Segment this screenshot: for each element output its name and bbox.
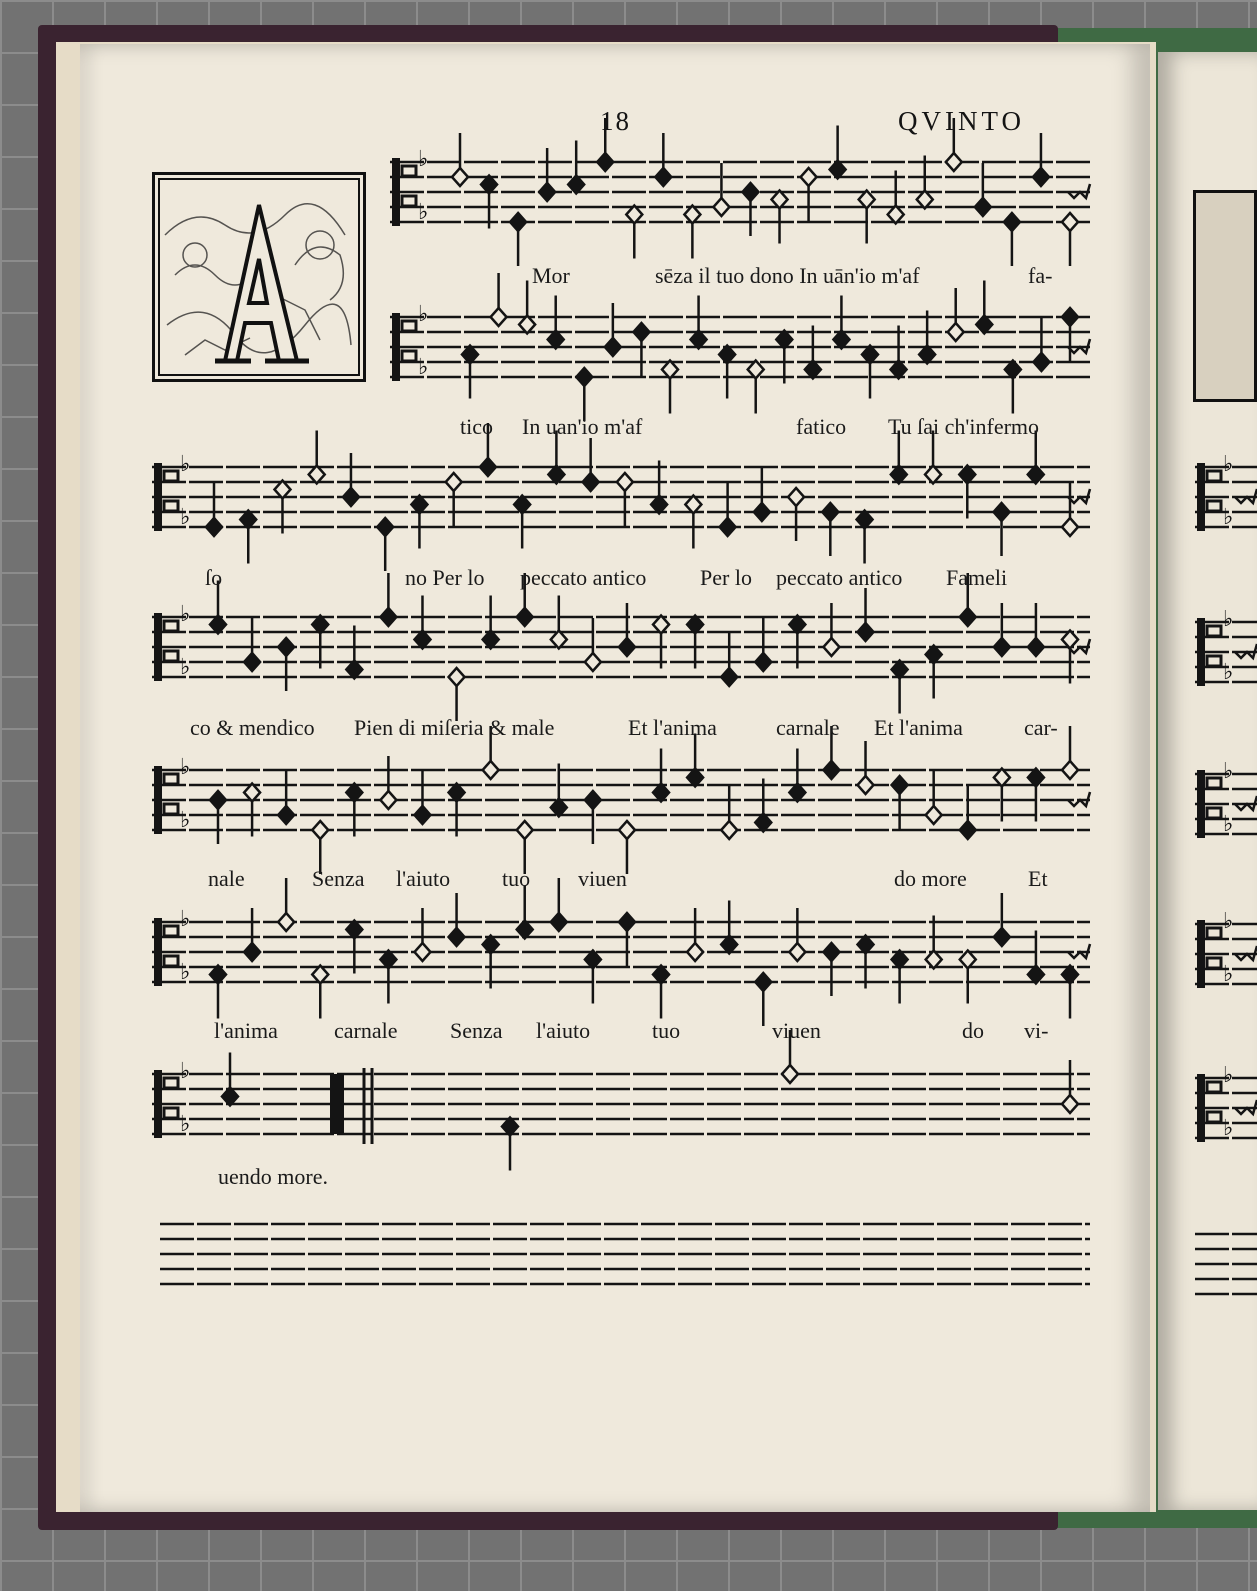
note-head <box>312 966 328 984</box>
lyric-syllable: Senza <box>312 866 365 891</box>
clef <box>1207 958 1221 968</box>
note-head <box>514 496 530 514</box>
note-head <box>517 608 533 626</box>
note-head <box>585 791 601 809</box>
lyric-syllable: Pien di miſeria & male <box>354 715 555 740</box>
note-head <box>583 473 599 491</box>
woodcut-initial <box>152 172 366 382</box>
note-head <box>240 511 256 529</box>
note-head <box>1028 966 1044 984</box>
note-head <box>278 638 294 656</box>
facing-staff <box>1195 1066 1257 1146</box>
lyric-syllable: co & mendico <box>190 715 315 740</box>
note-head <box>1062 308 1078 326</box>
staff-system-4 <box>152 602 1090 697</box>
note-head <box>585 951 601 969</box>
note-head <box>1028 638 1044 656</box>
note-head <box>1062 966 1078 984</box>
flat-sign: ♭ <box>1223 812 1234 837</box>
note-head <box>619 638 635 656</box>
lyric-syllable: do more <box>894 866 967 891</box>
note-head <box>377 518 393 536</box>
flat-sign: ♭ <box>1223 660 1234 685</box>
flat-sign: ♭ <box>180 1059 191 1084</box>
note-head <box>655 168 671 186</box>
note-head <box>926 806 942 824</box>
note-head <box>822 503 838 521</box>
note-head <box>858 623 874 641</box>
note-head <box>926 951 942 969</box>
note-head <box>517 821 533 839</box>
note-head <box>960 821 976 839</box>
note-head <box>789 784 805 802</box>
note-head <box>858 936 874 954</box>
flat-sign: ♭ <box>180 808 191 833</box>
flat-sign: ♭ <box>1223 762 1234 784</box>
clef <box>164 956 178 966</box>
note-head <box>346 661 362 679</box>
staff-system-5 <box>152 755 1090 850</box>
note-head <box>755 653 771 671</box>
note-head <box>462 346 478 364</box>
clef <box>1207 1112 1221 1122</box>
clef <box>1207 501 1221 511</box>
staff-system-2 <box>390 302 1090 397</box>
empty-staff <box>160 1212 1090 1304</box>
note-head <box>823 761 839 779</box>
lyric-syllable: nale <box>208 866 245 891</box>
lyric-syllable: fatico <box>796 414 847 439</box>
clef <box>1207 656 1221 666</box>
note-head <box>720 518 736 536</box>
note-head <box>801 168 817 186</box>
clef <box>1197 618 1205 686</box>
note-head <box>857 511 873 529</box>
note-head <box>994 503 1010 521</box>
note-head <box>721 821 737 839</box>
note-head <box>343 488 359 506</box>
note-head <box>446 473 462 491</box>
note-head <box>576 368 592 386</box>
note-head <box>346 784 362 802</box>
note-head <box>721 936 737 954</box>
facing-staff <box>1195 912 1257 992</box>
note-head <box>748 361 764 379</box>
lyric-syllable: carnale <box>334 1018 398 1043</box>
note-head <box>605 338 621 356</box>
lyric-syllable: vi- <box>1024 1018 1049 1043</box>
clef <box>164 926 178 936</box>
flat-sign: ♭ <box>180 1112 191 1137</box>
flat-sign: ♭ <box>180 755 191 780</box>
note-head <box>919 346 935 364</box>
note-head <box>1062 631 1078 649</box>
note-head <box>789 616 805 634</box>
staff-system-1 <box>390 147 1090 242</box>
lyric-syllable: Mor <box>532 263 570 288</box>
note-head <box>994 769 1010 787</box>
clef <box>1207 1082 1221 1092</box>
note-head <box>925 466 941 484</box>
staff-system-6 <box>152 907 1090 1002</box>
note-head <box>483 936 499 954</box>
note-head <box>891 361 907 379</box>
note-head <box>483 761 499 779</box>
note-head <box>651 496 667 514</box>
note-head <box>244 784 260 802</box>
note-head <box>1033 168 1049 186</box>
note-head <box>742 183 758 201</box>
note-head <box>585 653 601 671</box>
clef <box>1197 463 1205 531</box>
note-head <box>414 631 430 649</box>
note-head <box>892 661 908 679</box>
note-head <box>210 791 226 809</box>
note-head <box>244 943 260 961</box>
note-head <box>776 331 792 349</box>
clef <box>164 471 178 481</box>
lyric-syllable: tuo <box>502 866 531 891</box>
lyric-syllable: l'anima <box>214 1018 278 1043</box>
note-head <box>551 913 567 931</box>
clef <box>402 351 416 361</box>
note-head <box>449 928 465 946</box>
lyric-syllable: Et l'anima <box>874 715 963 740</box>
flat-sign: ♭ <box>1223 610 1234 632</box>
facing-staff <box>1195 455 1257 535</box>
flat-sign: ♭ <box>1223 912 1234 934</box>
note-head <box>862 346 878 364</box>
lyric-syllable: tico <box>460 414 493 439</box>
note-head <box>548 331 564 349</box>
clef <box>154 613 162 681</box>
clef <box>154 766 162 834</box>
note-head <box>948 323 964 341</box>
clef <box>164 621 178 631</box>
note-head <box>755 973 771 991</box>
note-head <box>449 784 465 802</box>
flat-sign: ♭ <box>1223 505 1234 530</box>
note-head <box>691 331 707 349</box>
facing-staff <box>1195 1222 1257 1302</box>
lyric-syllable: fa- <box>1028 263 1053 288</box>
note-head <box>244 653 260 671</box>
note-head <box>491 308 507 326</box>
note-head <box>539 183 555 201</box>
note-head <box>597 153 613 171</box>
note-head <box>926 646 942 664</box>
note-head <box>1028 769 1044 787</box>
note-head <box>517 921 533 939</box>
note-head <box>206 518 222 536</box>
lyric-syllable: uendo more. <box>218 1164 328 1189</box>
note-head <box>653 966 669 984</box>
flat-sign: ♭ <box>1223 962 1234 987</box>
note-head <box>755 814 771 832</box>
note-head <box>959 466 975 484</box>
note-head <box>891 466 907 484</box>
note-head <box>858 776 874 794</box>
final-longa <box>330 1074 344 1134</box>
note-head <box>687 616 703 634</box>
lyric-syllable: viuen <box>578 866 627 891</box>
note-head <box>1028 466 1044 484</box>
note-head <box>823 638 839 656</box>
note-head <box>994 638 1010 656</box>
lyric-syllable: Per lo <box>700 565 752 590</box>
note-head <box>960 608 976 626</box>
clef <box>164 1108 178 1118</box>
note-head <box>721 668 737 686</box>
note-head <box>754 503 770 521</box>
note-head <box>274 481 290 499</box>
lyric-syllable: l'aiuto <box>536 1018 591 1043</box>
note-head <box>994 928 1010 946</box>
flat-sign: ♭ <box>180 960 191 985</box>
note-head <box>633 323 649 341</box>
note-head <box>1062 213 1078 231</box>
note-head <box>719 346 735 364</box>
note-head <box>312 821 328 839</box>
note-head <box>713 198 729 216</box>
note-head <box>1062 518 1078 536</box>
note-head <box>312 616 328 634</box>
flat-sign: ♭ <box>418 200 429 225</box>
clef <box>164 501 178 511</box>
flat-sign: ♭ <box>180 655 191 680</box>
clef <box>154 918 162 986</box>
note-head <box>946 153 962 171</box>
flat-sign: ♭ <box>1223 1066 1234 1088</box>
note-head <box>653 784 669 802</box>
flat-sign: ♭ <box>418 302 429 327</box>
clef <box>1207 928 1221 938</box>
note-head <box>380 608 396 626</box>
note-head <box>1005 361 1021 379</box>
lyric-syllable: peccato antico <box>776 565 903 590</box>
lyric-syllable: do <box>962 1018 984 1043</box>
note-head <box>805 361 821 379</box>
note-head <box>892 951 908 969</box>
clef <box>392 313 400 381</box>
note-head <box>662 361 678 379</box>
note-head <box>551 799 567 817</box>
clef <box>1197 920 1205 988</box>
note-head <box>1062 1095 1078 1113</box>
flat-sign: ♭ <box>1223 1116 1234 1141</box>
facing-staff <box>1195 762 1257 842</box>
note-head <box>1062 761 1078 779</box>
flat-sign: ♭ <box>180 452 191 477</box>
note-head <box>617 473 633 491</box>
flat-sign: ♭ <box>180 602 191 627</box>
note-head <box>210 616 226 634</box>
note-head <box>510 213 526 231</box>
clef <box>1207 471 1221 481</box>
clef <box>164 774 178 784</box>
lyric-syllable: peccato antico <box>520 565 647 590</box>
note-head <box>411 496 427 514</box>
clef <box>154 463 162 531</box>
note-head <box>480 458 496 476</box>
facing-page-woodcut <box>1193 190 1257 402</box>
note-head <box>976 316 992 334</box>
flat-sign: ♭ <box>1223 455 1234 477</box>
clef <box>402 166 416 176</box>
flat-sign: ♭ <box>180 907 191 932</box>
note-head <box>452 168 468 186</box>
clef <box>164 1078 178 1088</box>
note-head <box>414 806 430 824</box>
note-head <box>1004 213 1020 231</box>
note-head <box>380 791 396 809</box>
lyric-syllable: Tu ſai ch'infermo <box>888 414 1040 439</box>
note-head <box>483 631 499 649</box>
clef <box>392 158 400 226</box>
note-head <box>619 913 635 931</box>
initial-letter <box>215 205 309 361</box>
note-head <box>685 496 701 514</box>
clef <box>402 321 416 331</box>
note-head <box>975 198 991 216</box>
lyric-syllable: l'aiuto <box>396 866 451 891</box>
note-head <box>619 821 635 839</box>
note-head <box>687 943 703 961</box>
note-head <box>892 776 908 794</box>
lyric-syllable: tuo <box>652 1018 681 1043</box>
page-number: 18 <box>600 106 631 136</box>
note-head <box>823 943 839 961</box>
clef <box>1207 778 1221 788</box>
note-head <box>210 966 226 984</box>
lyric-syllable: ſo <box>205 565 223 590</box>
voice-part-heading: QVINTO <box>898 106 1025 136</box>
note-head <box>551 631 567 649</box>
note-head <box>960 951 976 969</box>
lyric-syllable: no Per lo <box>405 565 485 590</box>
note-head <box>548 466 564 484</box>
note-head <box>278 913 294 931</box>
lyric-syllable: Et <box>1028 866 1048 891</box>
note-head <box>414 943 430 961</box>
clef <box>164 651 178 661</box>
note-head <box>653 616 669 634</box>
clef <box>1207 808 1221 818</box>
clef <box>164 804 178 814</box>
note-head <box>309 466 325 484</box>
note-head <box>833 331 849 349</box>
flat-sign: ♭ <box>418 355 429 380</box>
staff-system-7 <box>152 1059 1090 1154</box>
flat-sign: ♭ <box>418 147 429 172</box>
note-head <box>789 943 805 961</box>
lyric-syllable: Fameli <box>946 565 1008 590</box>
note-head <box>380 951 396 969</box>
note-head <box>788 488 804 506</box>
lyric-syllable: In uan'io m'af <box>522 414 643 439</box>
clef <box>1197 1074 1205 1142</box>
lyric-syllable: carnale <box>776 715 840 740</box>
lyric-syllable: sēza il tuo dono In uān'io m'af <box>655 263 920 288</box>
note-head <box>278 806 294 824</box>
staff-system-3 <box>152 452 1090 547</box>
note-head <box>519 316 535 334</box>
note-head <box>1033 353 1049 371</box>
note-head <box>782 1065 798 1083</box>
clef <box>402 196 416 206</box>
clef <box>1197 770 1205 838</box>
flat-sign: ♭ <box>180 505 191 530</box>
lyric-syllable: Senza <box>450 1018 503 1043</box>
clef <box>1207 626 1221 636</box>
note-head <box>687 769 703 787</box>
lyric-syllable: viuen <box>772 1018 821 1043</box>
note-head <box>346 921 362 939</box>
lyric-syllable: Et l'anima <box>628 715 717 740</box>
facing-staff <box>1195 610 1257 690</box>
lyric-syllable: car- <box>1024 715 1058 740</box>
note-head <box>449 668 465 686</box>
clef <box>154 1070 162 1138</box>
